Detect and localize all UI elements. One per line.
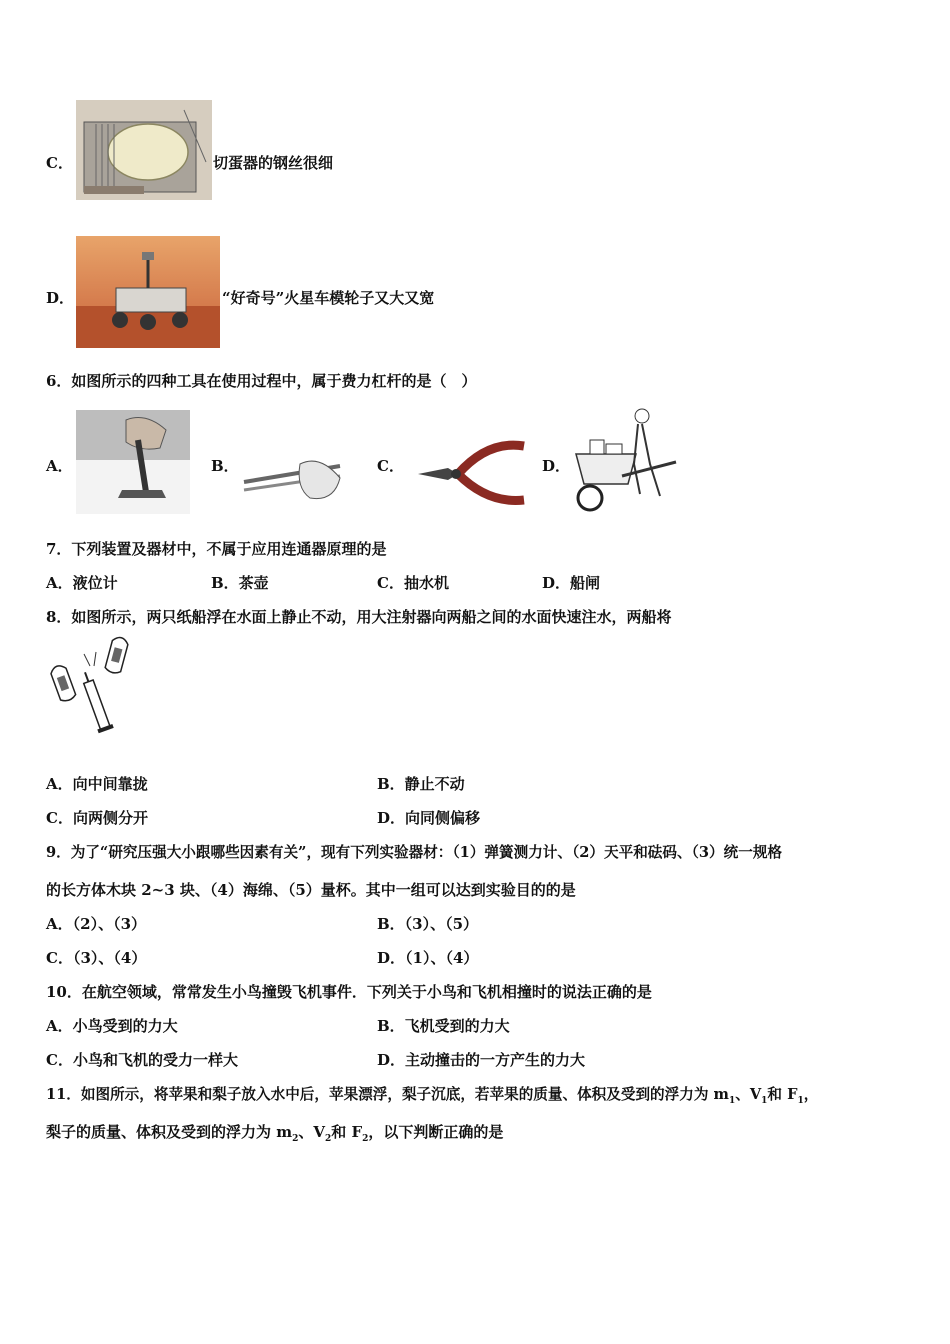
- q7-stem: 7．下列装置及器材中，不属于应用连通器原理的是: [46, 540, 387, 558]
- q6-option-c: C．: [377, 457, 404, 475]
- q9-option-d: D．（1）、（4）: [377, 949, 479, 967]
- q6-option-d: D．: [542, 457, 571, 475]
- q7-option-d: D．船闸: [542, 574, 601, 592]
- nail-clipper-image: [240, 444, 346, 506]
- q8-stem: 8．如图所示，两只纸船浮在水面上静止不动，用大注射器向两船之间的水面快速注水，两船将: [46, 608, 672, 626]
- q10-option-b: B．飞机受到的力大: [377, 1017, 510, 1035]
- paper-boats-syringe-image: [50, 636, 132, 740]
- q5-option-c-text: 切蛋器的钢丝很细: [213, 154, 334, 172]
- q10-option-c: C．小鸟和飞机的受力一样大: [46, 1051, 238, 1069]
- q6-stem: 6．如图所示的四种工具在使用过程中，属于费力杠杆的是（ ）: [46, 372, 477, 390]
- mars-rover-image: [76, 236, 220, 348]
- hammer-image: [76, 410, 190, 514]
- q8-option-c: C．向两侧分开: [46, 809, 148, 827]
- q7-option-c: C．抽水机: [377, 574, 449, 592]
- q8-option-a: A．向中间靠拢: [46, 775, 148, 793]
- q8-option-d: D．向同侧偏移: [377, 809, 481, 827]
- pliers-image: [414, 440, 528, 506]
- q11-stem-line2: 梨子的质量、体积及受到的浮力为 $m_2$、$V_2$和 $F_2$，以下判断正确的是: [46, 1123, 504, 1144]
- q5-option-d-letter: D．: [46, 289, 75, 307]
- q9-option-c: C．（3）、（4）: [46, 949, 147, 967]
- q9-stem-line1: 9．为了“研究压强大小跟哪些因素有关”，现有下列实验器材：（1）弹簧测力计、（2）天平和砝码、（3）统一规格: [46, 844, 783, 861]
- q10-stem: 10．在航空领域，常常发生小鸟撞毁飞机事件．下列关于小鸟和飞机相撞时的说法正确的是: [46, 983, 652, 1001]
- q8-option-b: B．静止不动: [377, 775, 465, 793]
- q6-option-a: A．: [46, 457, 73, 475]
- q9-option-a: A．（2）、（3）: [46, 915, 147, 933]
- q10-option-d: D．主动撞击的一方产生的力大: [377, 1051, 586, 1069]
- wheelbarrow-image: [572, 404, 680, 514]
- q11-stem-line1: 11．如图所示，将苹果和梨子放入水中后，苹果漂浮，梨子沉底，若苹果的质量、体积及受到的浮力为 $m_1$、$V_1$和 $F_1$，: [46, 1086, 819, 1106]
- q7-option-b: B．茶壶: [211, 574, 269, 592]
- q6-option-b: B．: [211, 457, 239, 475]
- q5-option-d-text: “好奇号”火星车模轮子又大又宽: [222, 289, 435, 307]
- q5-option-c-letter: C．: [46, 154, 73, 172]
- q7-option-a: A．液位计: [46, 574, 118, 592]
- q9-stem-line2: 的长方体木块 2~3 块、（4）海绵、（5）量杯。其中一组可以达到实验目的的是: [46, 881, 576, 899]
- egg-slicer-image: [76, 100, 212, 200]
- q9-option-b: B．（3）、（5）: [377, 915, 479, 933]
- q10-option-a: A．小鸟受到的力大: [46, 1017, 178, 1035]
